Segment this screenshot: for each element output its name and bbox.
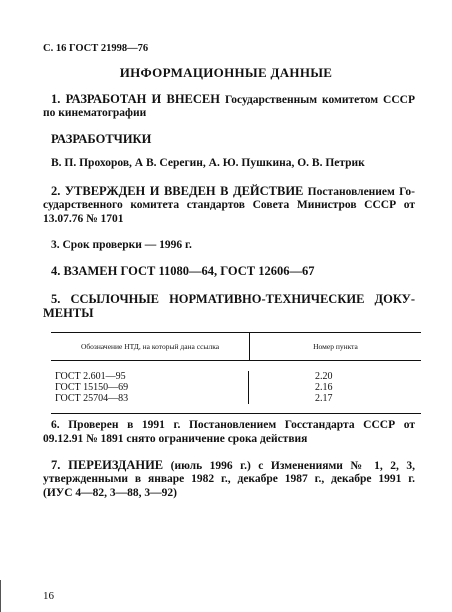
table-cell-doc: ГОСТ 15150—69 xyxy=(55,382,129,393)
section-5-line-1: 5. ССЫЛОЧНЫЕ НОРМАТИВНО-ТЕХНИЧЕСКИЕ ДОКУ- xyxy=(51,292,415,306)
section-1-line-1 xyxy=(51,92,415,107)
section-2-line-3: 13.07.76 № 1701 xyxy=(43,213,124,225)
section-2-line-2: сударственного комитета стандартов Совета Министров СССР от xyxy=(43,199,415,211)
table-doc-column xyxy=(51,371,249,404)
section-2-lead: 2. УТВЕРЖДЕН И ВВЕДЕН В ДЕЙСТВИЕ xyxy=(51,184,304,198)
section-7-line-2: утвержденными в январе 1982 г., декабре 1987 г., декабре 1991 г. xyxy=(43,473,415,485)
section-5-line-2: МЕНТЫ xyxy=(43,306,94,320)
section-4: 4. ВЗАМЕН ГОСТ 11080—64, ГОСТ 12606—67 xyxy=(51,264,315,278)
page-header: С. 16 ГОСТ 21998—76 xyxy=(43,43,149,54)
left-edge-line xyxy=(0,580,1,612)
table-header xyxy=(51,333,421,361)
section-7-line-1 xyxy=(51,458,415,473)
developers-list: В. П. Прохоров, А В. Серегин, А. Ю. Пушкина, О. В. Петрик xyxy=(51,157,365,169)
page-title: ИНФОРМАЦИОННЫЕ ДАННЫЕ xyxy=(119,65,333,80)
developers-heading: РАЗРАБОТЧИКИ xyxy=(51,132,152,146)
section-2-line-1 xyxy=(51,184,415,199)
table-item-column xyxy=(249,371,421,404)
section-7-line-3: (ИУС 4—82, 3—88, 3—92) xyxy=(43,487,177,499)
section-6-line-1: 6. Проверен в 1991 г. Постановлением Госстандарта СССР от xyxy=(51,419,415,431)
section-2-text: Постановлением Го- xyxy=(307,186,415,198)
section-1-line-2: по кинематографии xyxy=(43,107,147,119)
table-cell-doc: ГОСТ 25704—83 xyxy=(55,393,129,404)
section-1-lead: 1. РАЗРАБОТАН И ВНЕСЕН xyxy=(51,92,220,106)
section-7-lead: 7. ПЕРЕИЗДАНИЕ xyxy=(51,458,164,472)
page-number: 16 xyxy=(43,590,54,602)
table-cell-item: 2.17 xyxy=(315,393,333,404)
table-cell-doc: ГОСТ 2.601—95 xyxy=(55,371,126,382)
table-header-doc: Обозначение НТД, на который дана ссылка xyxy=(51,333,250,360)
section-1-text: Государственным комитетом СССР xyxy=(224,94,415,106)
section-6-line-2: 09.12.91 № 1891 снято ограничение срока действия xyxy=(43,433,308,445)
section-3: 3. Срок проверки — 1996 г. xyxy=(51,239,192,251)
table-cell-item: 2.16 xyxy=(315,382,333,393)
table-cell-item: 2.20 xyxy=(315,371,333,382)
references-table xyxy=(51,332,421,414)
section-7-text: (июль 1996 г.) с Изменениями № 1, 2, 3, xyxy=(170,460,415,472)
table-body xyxy=(51,361,421,413)
table-header-item: Номер пункта xyxy=(313,342,358,351)
